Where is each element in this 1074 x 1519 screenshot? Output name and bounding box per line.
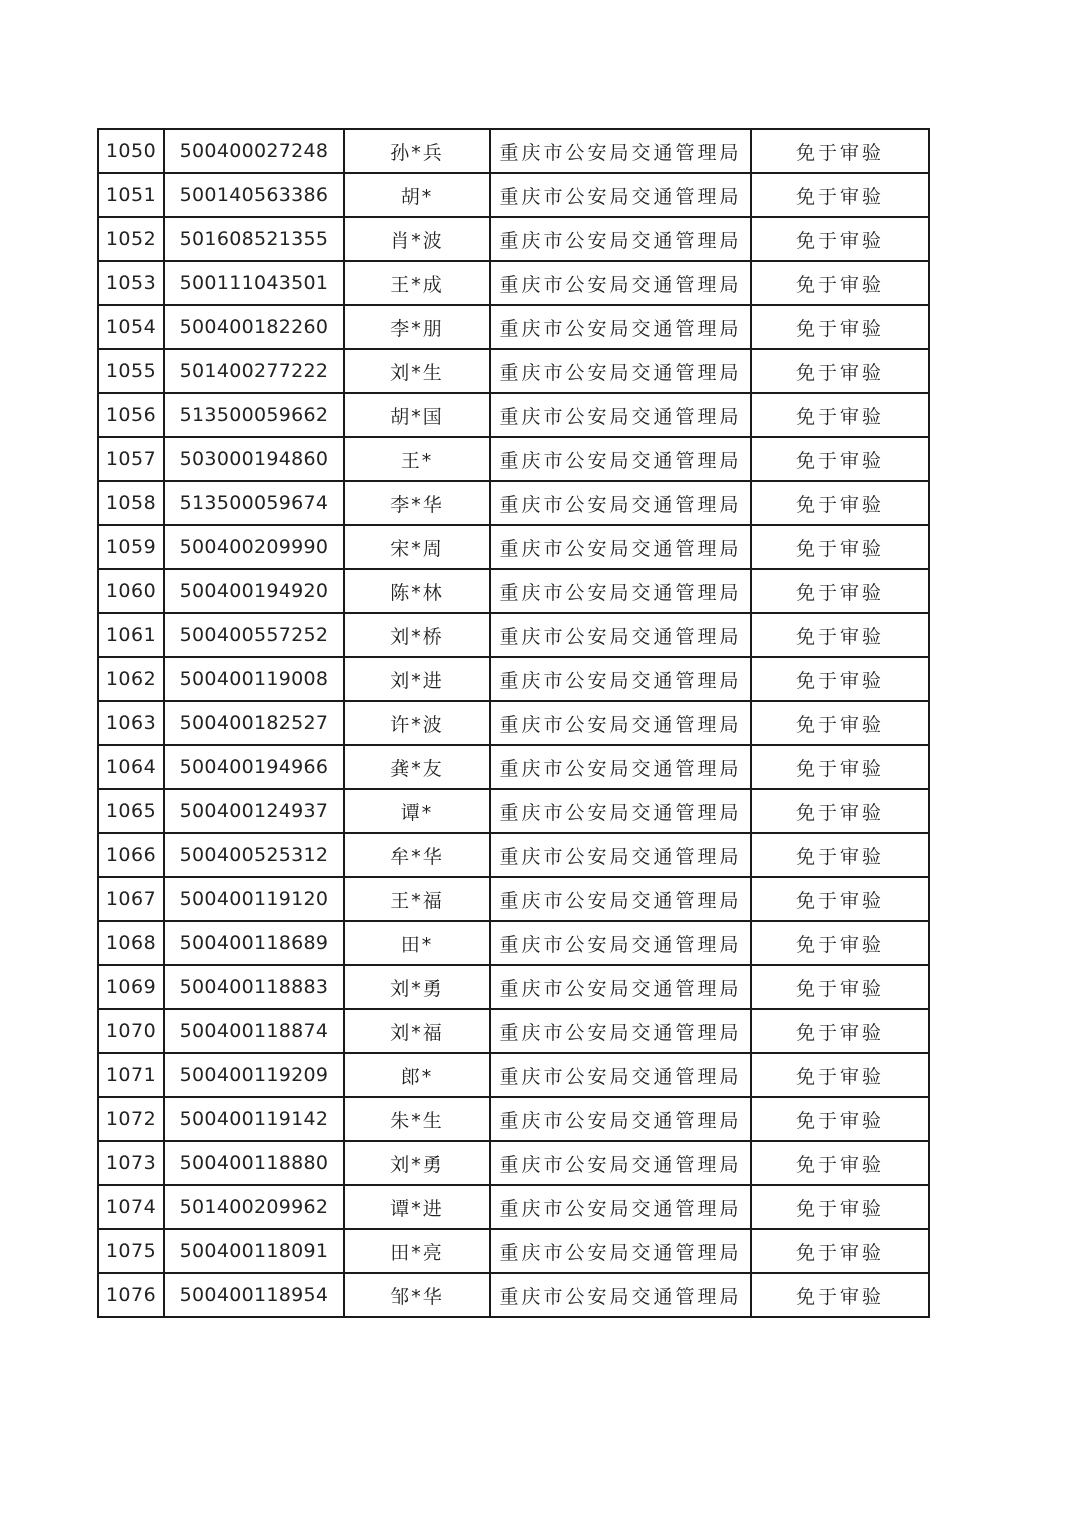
cell-id-number: 500400194966 xyxy=(164,745,344,789)
cell-seq: 1050 xyxy=(98,129,164,173)
cell-id-number: 500400119142 xyxy=(164,1097,344,1141)
cell-authority: 重庆市公安局交通管理局 xyxy=(490,921,751,965)
cell-authority: 重庆市公安局交通管理局 xyxy=(490,657,751,701)
cell-seq: 1057 xyxy=(98,437,164,481)
cell-name: 胡*国 xyxy=(344,393,490,437)
table-row xyxy=(98,569,929,613)
cell-status: 免于审验 xyxy=(751,569,929,613)
cell-authority: 重庆市公安局交通管理局 xyxy=(490,481,751,525)
cell-name: 谭*进 xyxy=(344,1185,490,1229)
cell-status: 免于审验 xyxy=(751,525,929,569)
cell-status: 免于审验 xyxy=(751,261,929,305)
cell-id-number: 500400119120 xyxy=(164,877,344,921)
cell-status: 免于审验 xyxy=(751,1229,929,1273)
cell-seq: 1075 xyxy=(98,1229,164,1273)
cell-authority: 重庆市公安局交通管理局 xyxy=(490,437,751,481)
cell-seq: 1073 xyxy=(98,1141,164,1185)
cell-authority: 重庆市公安局交通管理局 xyxy=(490,261,751,305)
table-row xyxy=(98,833,929,877)
cell-authority: 重庆市公安局交通管理局 xyxy=(490,1009,751,1053)
cell-name: 孙*兵 xyxy=(344,129,490,173)
cell-seq: 1056 xyxy=(98,393,164,437)
cell-id-number: 500140563386 xyxy=(164,173,344,217)
cell-status: 免于审验 xyxy=(751,789,929,833)
table-row xyxy=(98,745,929,789)
cell-seq: 1055 xyxy=(98,349,164,393)
cell-id-number: 500400118874 xyxy=(164,1009,344,1053)
cell-authority: 重庆市公安局交通管理局 xyxy=(490,1053,751,1097)
cell-name: 龚*友 xyxy=(344,745,490,789)
cell-name: 李*华 xyxy=(344,481,490,525)
cell-name: 刘*进 xyxy=(344,657,490,701)
cell-seq: 1076 xyxy=(98,1273,164,1317)
cell-name: 王* xyxy=(344,437,490,481)
cell-status: 免于审验 xyxy=(751,877,929,921)
cell-seq: 1061 xyxy=(98,613,164,657)
cell-authority: 重庆市公安局交通管理局 xyxy=(490,1097,751,1141)
table-row xyxy=(98,877,929,921)
cell-authority: 重庆市公安局交通管理局 xyxy=(490,525,751,569)
cell-id-number: 501608521355 xyxy=(164,217,344,261)
cell-name: 朱*生 xyxy=(344,1097,490,1141)
cell-authority: 重庆市公安局交通管理局 xyxy=(490,1273,751,1317)
cell-id-number: 500400027248 xyxy=(164,129,344,173)
cell-status: 免于审验 xyxy=(751,921,929,965)
cell-authority: 重庆市公安局交通管理局 xyxy=(490,305,751,349)
cell-id-number: 500400557252 xyxy=(164,613,344,657)
cell-status: 免于审验 xyxy=(751,1009,929,1053)
cell-status: 免于审验 xyxy=(751,833,929,877)
cell-name: 田* xyxy=(344,921,490,965)
cell-id-number: 500111043501 xyxy=(164,261,344,305)
cell-name: 田*亮 xyxy=(344,1229,490,1273)
cell-authority: 重庆市公安局交通管理局 xyxy=(490,789,751,833)
cell-authority: 重庆市公安局交通管理局 xyxy=(490,701,751,745)
cell-authority: 重庆市公安局交通管理局 xyxy=(490,1141,751,1185)
cell-authority: 重庆市公安局交通管理局 xyxy=(490,833,751,877)
cell-status: 免于审验 xyxy=(751,965,929,1009)
table-row xyxy=(98,1229,929,1273)
cell-seq: 1071 xyxy=(98,1053,164,1097)
cell-status: 免于审验 xyxy=(751,349,929,393)
cell-seq: 1060 xyxy=(98,569,164,613)
records-table xyxy=(97,128,930,1318)
table-row xyxy=(98,305,929,349)
table-row xyxy=(98,921,929,965)
cell-seq: 1062 xyxy=(98,657,164,701)
cell-id-number: 500400194920 xyxy=(164,569,344,613)
cell-status: 免于审验 xyxy=(751,745,929,789)
cell-id-number: 500400209990 xyxy=(164,525,344,569)
cell-authority: 重庆市公安局交通管理局 xyxy=(490,745,751,789)
cell-seq: 1058 xyxy=(98,481,164,525)
cell-name: 刘*勇 xyxy=(344,1141,490,1185)
table-row xyxy=(98,393,929,437)
cell-authority: 重庆市公安局交通管理局 xyxy=(490,965,751,1009)
cell-seq: 1070 xyxy=(98,1009,164,1053)
cell-status: 免于审验 xyxy=(751,613,929,657)
table-row xyxy=(98,1141,929,1185)
cell-authority: 重庆市公安局交通管理局 xyxy=(490,1229,751,1273)
cell-seq: 1063 xyxy=(98,701,164,745)
cell-id-number: 500400124937 xyxy=(164,789,344,833)
cell-name: 肖*波 xyxy=(344,217,490,261)
table-row xyxy=(98,789,929,833)
cell-name: 刘*桥 xyxy=(344,613,490,657)
cell-name: 王*福 xyxy=(344,877,490,921)
cell-id-number: 500400118954 xyxy=(164,1273,344,1317)
cell-status: 免于审验 xyxy=(751,1141,929,1185)
cell-name: 许*波 xyxy=(344,701,490,745)
cell-status: 免于审验 xyxy=(751,217,929,261)
cell-name: 邹*华 xyxy=(344,1273,490,1317)
cell-seq: 1052 xyxy=(98,217,164,261)
records-table-body xyxy=(98,129,929,1317)
cell-name: 胡* xyxy=(344,173,490,217)
cell-status: 免于审验 xyxy=(751,393,929,437)
cell-seq: 1053 xyxy=(98,261,164,305)
cell-status: 免于审验 xyxy=(751,481,929,525)
cell-name: 刘*勇 xyxy=(344,965,490,1009)
cell-name: 王*成 xyxy=(344,261,490,305)
cell-authority: 重庆市公安局交通管理局 xyxy=(490,393,751,437)
table-row xyxy=(98,173,929,217)
table-row xyxy=(98,965,929,1009)
cell-seq: 1064 xyxy=(98,745,164,789)
cell-name: 刘*福 xyxy=(344,1009,490,1053)
cell-authority: 重庆市公安局交通管理局 xyxy=(490,569,751,613)
cell-id-number: 501400277222 xyxy=(164,349,344,393)
table-row xyxy=(98,481,929,525)
cell-id-number: 500400118091 xyxy=(164,1229,344,1273)
cell-seq: 1068 xyxy=(98,921,164,965)
cell-authority: 重庆市公安局交通管理局 xyxy=(490,129,751,173)
cell-authority: 重庆市公安局交通管理局 xyxy=(490,217,751,261)
cell-status: 免于审验 xyxy=(751,1053,929,1097)
table-row xyxy=(98,1273,929,1317)
table-row xyxy=(98,613,929,657)
cell-id-number: 500400182260 xyxy=(164,305,344,349)
cell-status: 免于审验 xyxy=(751,701,929,745)
cell-seq: 1051 xyxy=(98,173,164,217)
cell-seq: 1069 xyxy=(98,965,164,1009)
cell-id-number: 500400118883 xyxy=(164,965,344,1009)
table-row xyxy=(98,525,929,569)
cell-authority: 重庆市公安局交通管理局 xyxy=(490,1185,751,1229)
cell-id-number: 500400118880 xyxy=(164,1141,344,1185)
cell-authority: 重庆市公安局交通管理局 xyxy=(490,613,751,657)
table-row xyxy=(98,1097,929,1141)
cell-name: 谭* xyxy=(344,789,490,833)
table-row xyxy=(98,261,929,305)
table-row xyxy=(98,1009,929,1053)
cell-seq: 1066 xyxy=(98,833,164,877)
cell-id-number: 500400119209 xyxy=(164,1053,344,1097)
cell-name: 牟*华 xyxy=(344,833,490,877)
cell-status: 免于审验 xyxy=(751,1097,929,1141)
cell-name: 陈*林 xyxy=(344,569,490,613)
cell-id-number: 500400118689 xyxy=(164,921,344,965)
cell-id-number: 500400119008 xyxy=(164,657,344,701)
cell-status: 免于审验 xyxy=(751,437,929,481)
cell-name: 刘*生 xyxy=(344,349,490,393)
cell-status: 免于审验 xyxy=(751,657,929,701)
cell-seq: 1072 xyxy=(98,1097,164,1141)
cell-name: 李*朋 xyxy=(344,305,490,349)
table-row xyxy=(98,1185,929,1229)
cell-status: 免于审验 xyxy=(751,1273,929,1317)
cell-seq: 1054 xyxy=(98,305,164,349)
table-row xyxy=(98,1053,929,1097)
cell-seq: 1059 xyxy=(98,525,164,569)
cell-status: 免于审验 xyxy=(751,129,929,173)
cell-id-number: 500400182527 xyxy=(164,701,344,745)
cell-seq: 1065 xyxy=(98,789,164,833)
cell-name: 郎* xyxy=(344,1053,490,1097)
cell-id-number: 500400525312 xyxy=(164,833,344,877)
cell-id-number: 503000194860 xyxy=(164,437,344,481)
cell-authority: 重庆市公安局交通管理局 xyxy=(490,173,751,217)
cell-id-number: 513500059674 xyxy=(164,481,344,525)
table-row xyxy=(98,129,929,173)
cell-authority: 重庆市公安局交通管理局 xyxy=(490,877,751,921)
cell-authority: 重庆市公安局交通管理局 xyxy=(490,349,751,393)
cell-id-number: 501400209962 xyxy=(164,1185,344,1229)
table-row xyxy=(98,701,929,745)
cell-seq: 1067 xyxy=(98,877,164,921)
cell-status: 免于审验 xyxy=(751,305,929,349)
cell-status: 免于审验 xyxy=(751,173,929,217)
table-row xyxy=(98,349,929,393)
table-row xyxy=(98,217,929,261)
cell-id-number: 513500059662 xyxy=(164,393,344,437)
cell-status: 免于审验 xyxy=(751,1185,929,1229)
cell-seq: 1074 xyxy=(98,1185,164,1229)
cell-name: 宋*周 xyxy=(344,525,490,569)
table-row xyxy=(98,657,929,701)
table-row xyxy=(98,437,929,481)
